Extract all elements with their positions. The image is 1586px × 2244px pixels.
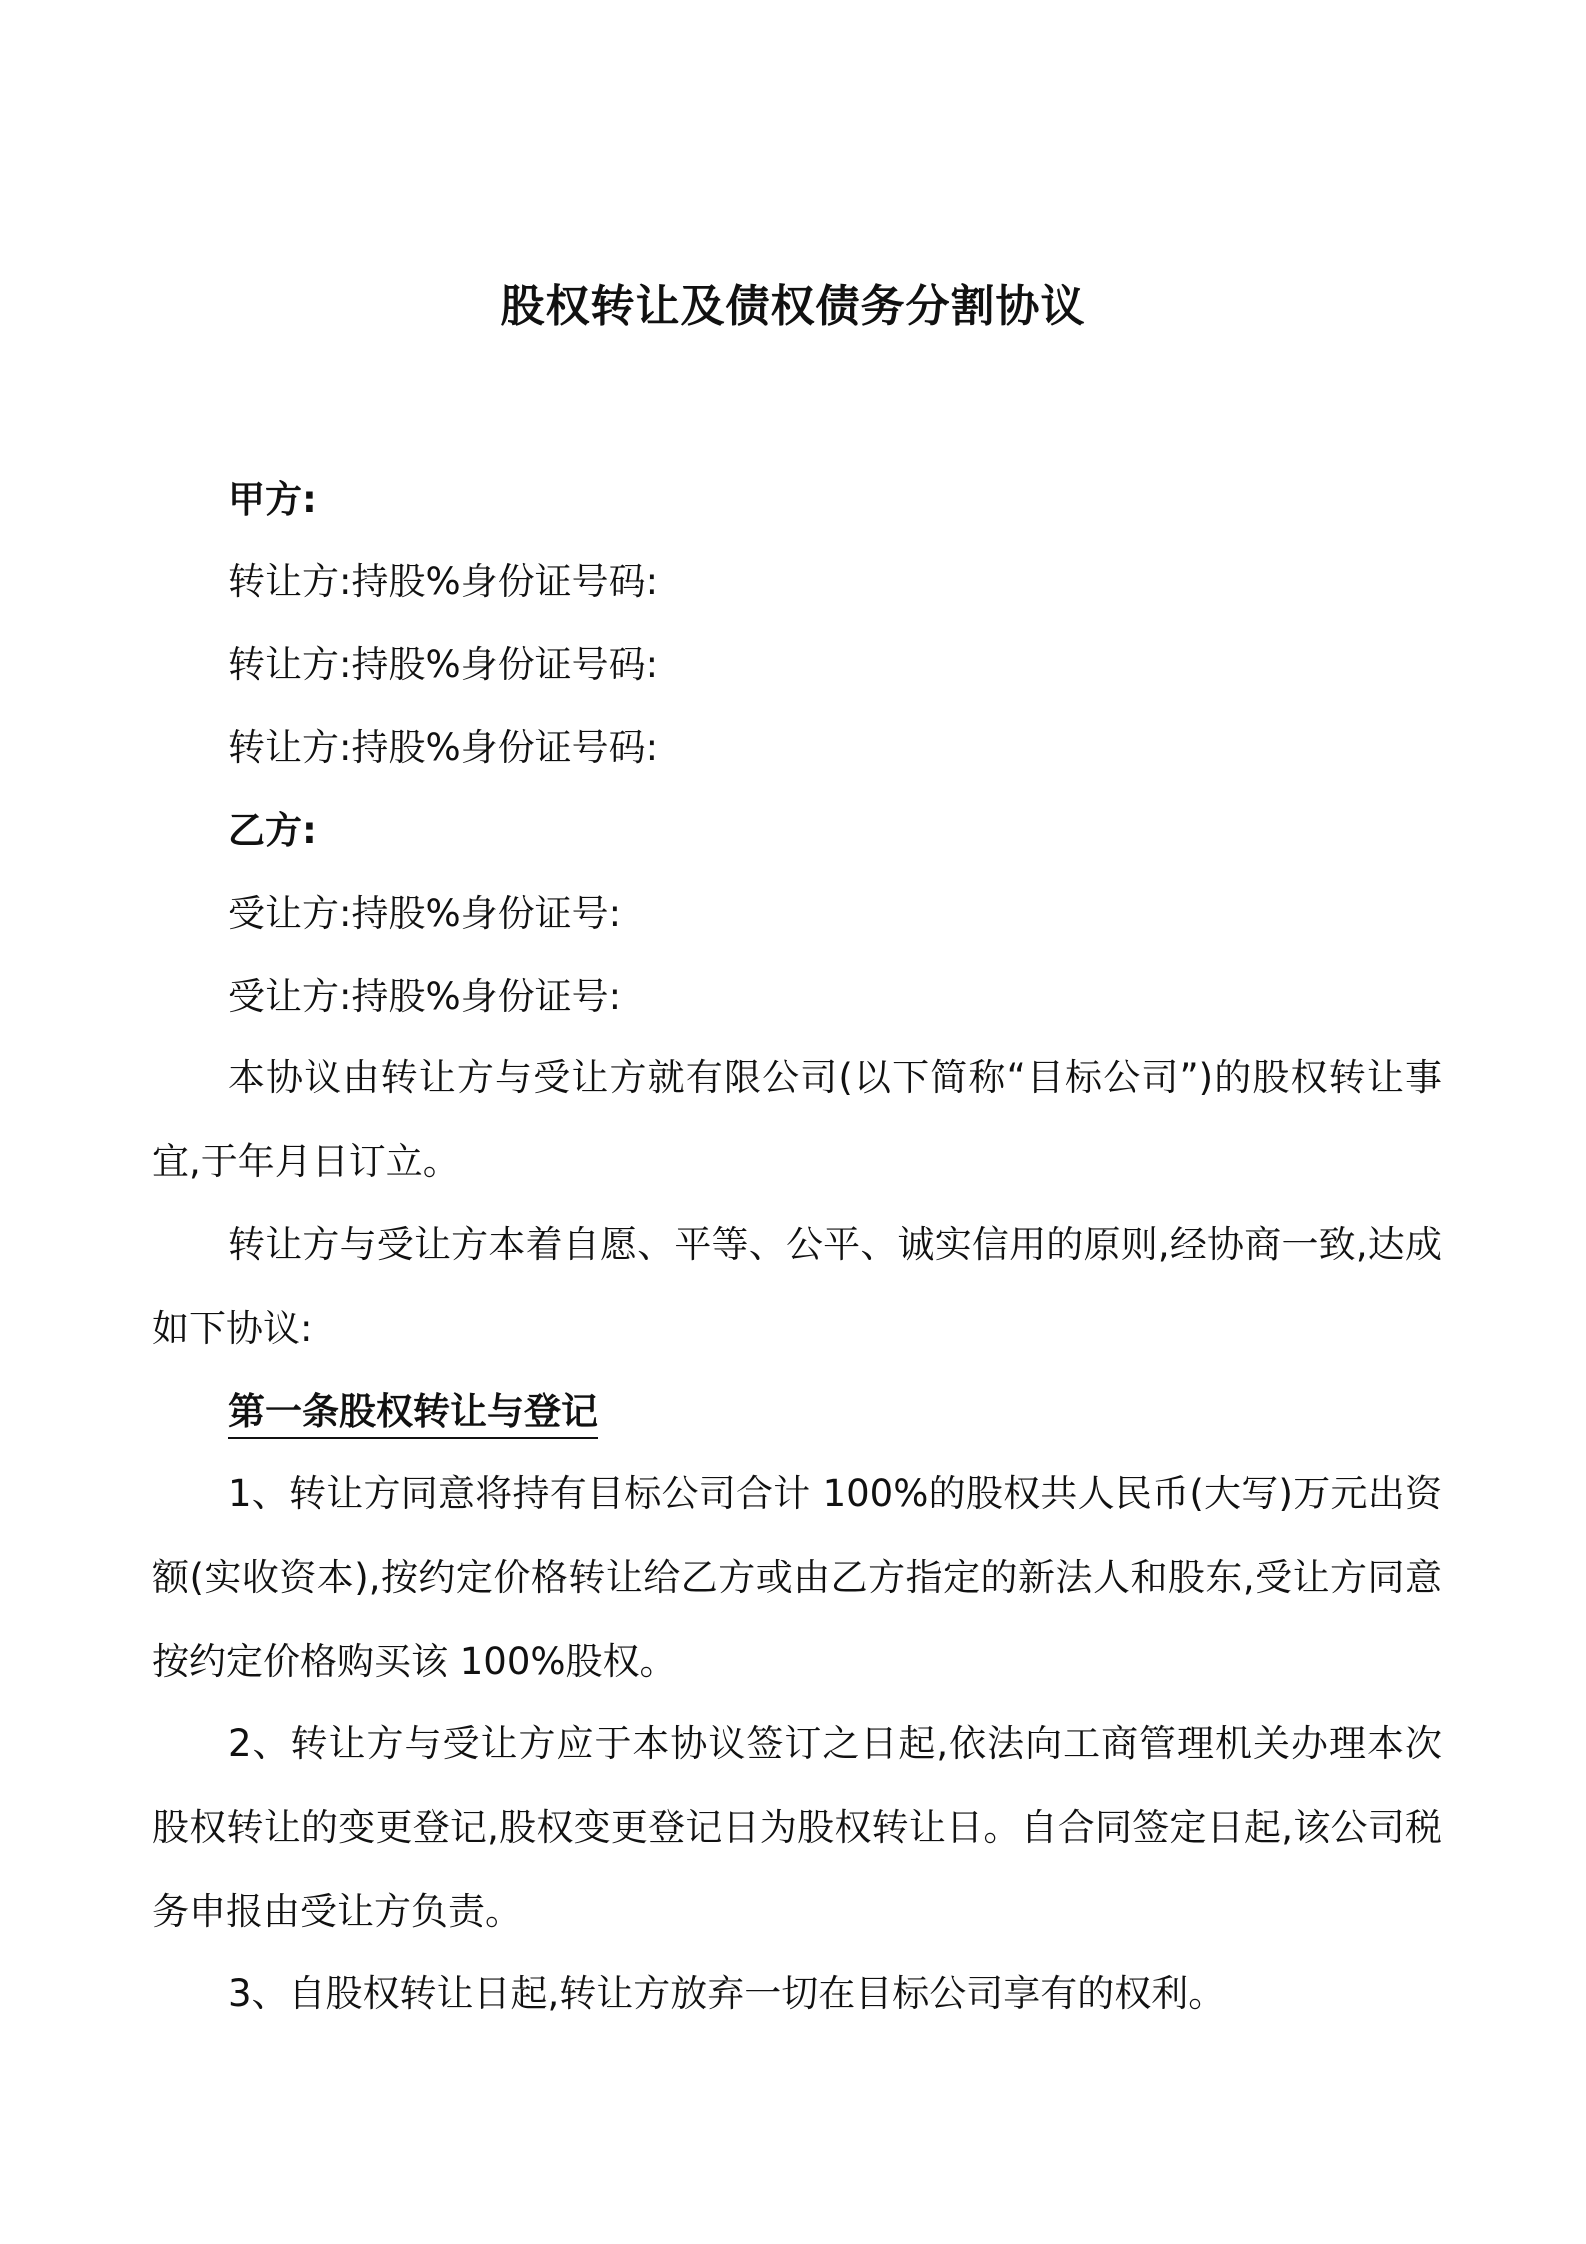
clause-2: 2、转让方与受让方应于本协议签订之日起,依法向工商管理机关办理本次股权转让的变更登记,股权变更登记日为股权转让日。自合同签定日起,该公司税务申报由受让方负责。 [152, 1722, 1442, 1933]
article-1-heading-text: 第一条股权转让与登记 [228, 1390, 598, 1439]
party-b-label: 乙方: [228, 809, 317, 852]
transferor-line-3: 转让方:持股%身份证号码: [228, 726, 659, 769]
transferee-line-2: 受让方:持股%身份证号: [228, 975, 622, 1018]
principle-paragraph: 转让方与受让方本着自愿、平等、公平、诚实信用的原则,经协商一致,达成如下协议: [152, 1223, 1442, 1350]
intro-paragraph: 本协议由转让方与受让方就有限公司(以下简称“目标公司”)的股权转让事宜,于年月日订立。 [152, 1056, 1442, 1183]
article-1-heading [228, 1384, 598, 1440]
transferee-line-1: 受让方:持股%身份证号: [228, 892, 622, 935]
document-title: 股权转让及债权债务分割协议 [500, 281, 1086, 332]
transferor-line-2: 转让方:持股%身份证号码: [228, 643, 659, 686]
party-a-label: 甲方: [228, 478, 317, 521]
clause-1: 1、转让方同意将持有目标公司合计 100%的股权共人民币(大写)万元出资额(实收资本),按约定价格转让给乙方或由乙方指定的新法人和股东,受让方同意按约定价格购买该 100%股权。 [152, 1472, 1442, 1683]
transferor-line-1: 转让方:持股%身份证号码: [228, 560, 659, 603]
clause-3: 3、自股权转让日起,转让方放弃一切在目标公司享有的权利。 [228, 1972, 1226, 2015]
